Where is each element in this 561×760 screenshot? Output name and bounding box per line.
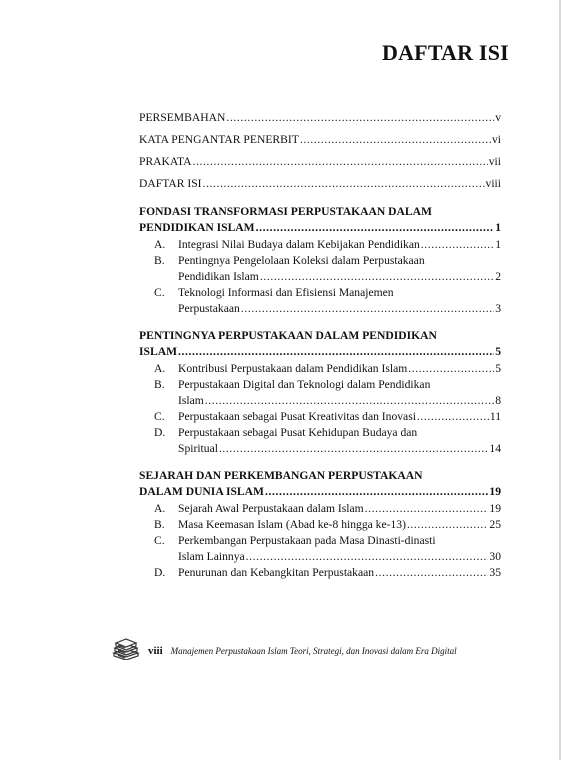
section-entry: [178, 564, 501, 580]
toc-leader: [178, 345, 494, 359]
section-letter: C.: [154, 410, 165, 423]
section-letter: D.: [154, 426, 166, 439]
toc-leader: [265, 485, 488, 499]
section-page: 5: [495, 362, 501, 375]
section-entry: [178, 548, 501, 564]
section-page: 1: [495, 238, 501, 251]
chapter-page: 5: [495, 345, 501, 358]
footer-book-title: Manajemen Perpustakaan Islam Teori, Strategi, dan Inovasi dalam Era Digital: [170, 646, 457, 656]
section-page: 11: [489, 410, 501, 423]
section-title: Integrasi Nilai Budaya dalam Kebijakan Pendidikan: [178, 238, 420, 251]
toc-leader: [365, 502, 489, 516]
toc-entry-label: PRAKATA: [139, 155, 192, 168]
chapter-page: 1: [495, 221, 501, 234]
toc-leader: [203, 177, 485, 191]
section-title: Spiritual: [178, 442, 218, 455]
section-letter: B.: [154, 254, 165, 267]
chapter-page: 19: [489, 485, 501, 498]
section-page: 30: [489, 550, 501, 563]
section-title: Perpustakaan sebagai Pusat Kehidupan Budaya dan: [178, 426, 418, 439]
toc-entry-page: vi: [491, 133, 501, 146]
toc-entry: [139, 131, 501, 147]
section-title: Pendidikan Islam: [178, 270, 259, 283]
toc-leader: [260, 270, 494, 284]
section-letter: A.: [154, 502, 166, 515]
section-entry: [178, 360, 501, 376]
page-title: DAFTAR ISI: [382, 40, 509, 65]
toc-leader: [408, 362, 494, 376]
section-page: 25: [489, 518, 501, 531]
section-entry: [178, 440, 501, 456]
toc-leader: [226, 111, 494, 125]
section-letter: B.: [154, 518, 165, 531]
chapter-entry: [139, 343, 501, 359]
section-entry: [178, 392, 501, 408]
section-letter: D.: [154, 566, 166, 579]
section-title: Perpustakaan Digital dan Teknologi dalam Pendidikan: [178, 378, 431, 391]
section-title: Masa Keemasan Islam (Abad ke-8 hingga ke-13): [178, 518, 406, 531]
section-page: 35: [489, 566, 501, 579]
section-title: Teknologi Informasi dan Efisiensi Manajemen: [178, 286, 394, 299]
toc-leader: [407, 518, 488, 532]
toc-entry: [139, 153, 501, 169]
section-page: 2: [495, 270, 501, 283]
chapter-title-cont: PENDIDIKAN ISLAM: [139, 221, 255, 234]
toc-entry-label: PERSEMBAHAN: [139, 111, 226, 124]
section-letter: C.: [154, 534, 165, 547]
toc-entry-page: vii: [488, 155, 501, 168]
toc-leader: [375, 566, 488, 580]
toc-entry-page: v: [495, 111, 501, 124]
toc-entry-label: KATA PENGANTAR PENERBIT: [139, 133, 299, 146]
toc-entry-page: viii: [485, 177, 501, 190]
section-entry: [178, 516, 501, 532]
books-stack-icon: [112, 638, 140, 665]
section-entry: [178, 408, 501, 424]
toc-entry: [139, 109, 501, 125]
toc-entry-label: DAFTAR ISI: [139, 177, 202, 190]
section-page: 3: [495, 302, 501, 315]
chapter-title-cont: ISLAM: [139, 345, 178, 358]
toc-leader: [417, 410, 489, 424]
section-entry: [178, 300, 501, 316]
section-title: Perpustakaan: [178, 302, 240, 315]
toc-leader: [205, 394, 494, 408]
section-letter: B.: [154, 378, 165, 391]
toc-entry: [139, 175, 501, 191]
footer-page-number: viii: [148, 645, 163, 657]
chapter-title: PENTINGNYA PERPUSTAKAAN DALAM PENDIDIKAN: [139, 329, 437, 342]
chapter-entry: [139, 219, 501, 235]
section-title: Islam Lainnya: [178, 550, 245, 563]
toc-leader: [219, 442, 488, 456]
section-title: Penurunan dan Kebangkitan Perpustakaan: [178, 566, 375, 579]
chapter-title-cont: DALAM DUNIA ISLAM: [139, 485, 264, 498]
section-title: Islam: [178, 394, 204, 407]
section-page: 14: [489, 442, 501, 455]
toc-leader: [193, 155, 488, 169]
toc-leader: [241, 302, 494, 316]
section-entry: [178, 500, 501, 516]
section-letter: A.: [154, 362, 166, 375]
chapter-title: FONDASI TRANSFORMASI PERPUSTAKAAN DALAM: [139, 205, 432, 218]
page-footer: [112, 640, 457, 662]
chapter-entry: [139, 483, 501, 499]
section-page: 19: [489, 502, 501, 515]
section-title: Perpustakaan sebagai Pusat Kreativitas dan Inovasi: [178, 410, 416, 423]
section-title: Kontribusi Perpustakaan dalam Pendidikan Islam: [178, 362, 408, 375]
section-letter: C.: [154, 286, 165, 299]
toc-leader: [246, 550, 489, 564]
chapter-title: SEJARAH DAN PERKEMBANGAN PERPUSTAKAAN: [139, 469, 423, 482]
section-letter: A.: [154, 238, 166, 251]
section-title: Perkembangan Perpustakaan pada Masa Dinasti-dinasti: [178, 534, 436, 547]
section-entry: [178, 268, 501, 284]
toc-leader: [256, 221, 495, 235]
section-page: 8: [495, 394, 501, 407]
section-entry: [178, 236, 501, 252]
section-title: Sejarah Awal Perpustakaan dalam Islam: [178, 502, 364, 515]
section-title: Pentingnya Pengelolaan Koleksi dalam Perpustakaan: [178, 254, 425, 267]
toc-leader: [421, 238, 494, 252]
toc-leader: [300, 133, 491, 147]
